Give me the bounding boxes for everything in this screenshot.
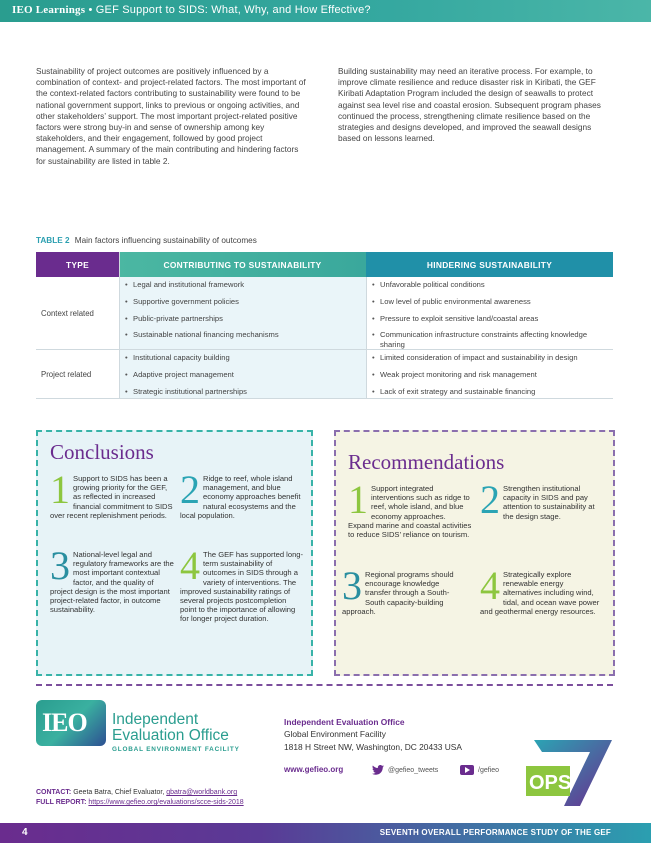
header-text — [12, 4, 371, 16]
conclusion-item — [180, 467, 304, 520]
item-number: 4 — [480, 563, 500, 608]
right-paragraph: Building sustainability may need an iterative process. For example, to improve climate resilience and reduce disaster risk in Kiribati, the GEF Kiribati Adaptation Program included the design of seawalls to protect against sea level rise and coastal erosion. Subsequent program phases continued the process, strengthening climate resilience based on the strategies and designs developed, and improved the seawall designs based on lessons learned. — [338, 66, 601, 144]
logo-text: IEO — [42, 708, 87, 737]
recommendation-item — [480, 563, 604, 616]
list-item: • Limited consideration of impact and sustainability in design — [366, 353, 613, 362]
list-item: • Strategic institutional partnerships — [119, 387, 366, 396]
org-subtitle: GLOBAL ENVIRONMENT FACILITY — [112, 746, 240, 753]
address-line: Global Environment Facility — [284, 729, 386, 740]
item-number: 2 — [180, 467, 200, 512]
contact-block — [36, 788, 244, 808]
header-bar — [0, 0, 651, 22]
youtube-link[interactable] — [460, 765, 499, 775]
item-text: Strategically explore renewable energy alternatives including wind, tidal, and ocean wave power and geothermal energy resources. — [480, 570, 600, 616]
table-header-hindering: HINDERING SUSTAINABILITY — [366, 252, 613, 277]
item-number: 4 — [180, 543, 200, 588]
org-name: Independent Evaluation Office — [112, 711, 229, 744]
header-title: GEF Support to SIDS: What, Why, and How Effective? — [95, 4, 371, 16]
twitter-handle: @gefieo_tweets — [388, 766, 439, 774]
factors-table — [36, 252, 613, 399]
recommendations-title: Recommendations — [348, 450, 505, 474]
report-url-link[interactable]: https://www.gefieo.org/evaluations/scce-sids-2018 — [88, 799, 244, 806]
footer-bar — [0, 823, 651, 843]
item-text: Ridge to reef, whole island management, and blue economy approaches benefit natural ecosystems and the local population. — [180, 474, 301, 520]
list-item: • Pressure to exploit sensitive land/coastal areas — [366, 314, 613, 323]
conclusion-item — [50, 467, 174, 520]
website-link[interactable]: www.gefieo.org — [284, 765, 344, 774]
address-title: Independent Evaluation Office — [284, 717, 405, 727]
contact-email-link[interactable]: gbatra@worldbank.org — [166, 789, 238, 796]
table-caption — [36, 236, 257, 245]
list-item: • Lack of exit strategy and sustainable financing — [366, 387, 613, 396]
report-line — [36, 798, 244, 808]
footer-title: SEVENTH OVERALL PERFORMANCE STUDY OF THE GEF — [379, 828, 611, 837]
list-item: • Low level of public environmental awareness — [366, 297, 613, 306]
recommendation-item — [348, 477, 472, 540]
list-item: • Public-private partnerships — [119, 314, 366, 323]
left-paragraph: Sustainability of project outcomes are positively influenced by a combination of context- and project-related factors. The most important of the context-related factors contributing to sustainability were found to be national government support, links to previous or ongoing activities, and other stakeholders’ support. The most important project-related positive factors were strong buy-in and sense of ownership among key stakeholders, and their engagement, followed by good project management. A summary of the main contributing and hindering factors for sustainability are listed in table 2. — [36, 66, 306, 166]
contact-line — [36, 788, 244, 798]
list-item: • Communication infrastructure constraints affecting knowledge sharing — [366, 330, 613, 349]
table-caption-label: TABLE 2 — [36, 236, 70, 245]
contributing-cell — [119, 350, 366, 398]
conclusions-title: Conclusions — [50, 440, 154, 464]
item-text: Strengthen institutional capacity in SIDS and pay attention to sustainability at the design stage. — [503, 484, 595, 521]
youtube-icon — [460, 765, 474, 775]
list-item: • Institutional capacity building — [119, 353, 366, 362]
address-line: 1818 H Street NW, Washington, DC 20433 USA — [284, 741, 462, 752]
item-text: Support integrated interventions such as ridge to reef, whole island, and blue economy approaches. Expand marine and coastal activities to reduce SIDS’ reliance on tourism. — [348, 484, 472, 540]
header-separator: • — [88, 4, 93, 16]
recommendations-box — [334, 430, 615, 676]
recommendation-item — [480, 477, 604, 522]
contributing-cell — [119, 277, 366, 350]
ops-number: 7 — [594, 790, 595, 791]
conclusions-box — [36, 430, 313, 676]
item-text: Support to SIDS has been a growing priority for the GEF, as reflected in increased financial commitment to SIDS over recent replenishment periods. — [50, 474, 173, 520]
twitter-link[interactable] — [372, 765, 438, 775]
list-item: • Weak project monitoring and risk management — [366, 370, 613, 379]
conclusion-item — [180, 543, 304, 624]
row-type: Context related — [41, 309, 94, 318]
item-text: National-level legal and regulatory frameworks are the most important contextual factor, and the quality of project design is the most important project-related factor, in outcome sustainability. — [50, 550, 174, 615]
row-type: Project related — [41, 369, 92, 379]
item-text: Regional programs should encourage knowledge transfer through a South-South capacity-building approach. — [342, 570, 454, 616]
list-item: • Sustainable national financing mechanisms — [119, 330, 366, 339]
table-row — [36, 277, 613, 350]
conclusion-item — [50, 543, 174, 615]
hindering-cell — [366, 350, 613, 398]
address-block — [284, 716, 462, 753]
item-number: 3 — [50, 543, 70, 588]
list-item: • Legal and institutional framework — [119, 280, 366, 289]
table-column-divider — [119, 252, 120, 399]
ieo-logo — [36, 700, 106, 746]
page-number: 4 — [22, 827, 28, 838]
item-number: 3 — [342, 563, 362, 608]
item-text: The GEF has supported long-term sustainability of outcomes in SIDS through a variety of interventions. The improved sustainability ratings of several projects postcompletion point to the importance of allowing for longer project duration. — [180, 550, 304, 624]
recommendation-item — [342, 563, 466, 616]
item-number: 1 — [50, 467, 70, 512]
list-item: • Adaptive project management — [119, 370, 366, 379]
table-caption-text: Main factors influencing sustainability of outcomes — [74, 236, 257, 245]
table-column-divider — [366, 277, 367, 399]
ops-text: OPS — [529, 772, 572, 794]
item-number: 1 — [348, 477, 368, 522]
twitter-icon — [372, 765, 384, 775]
item-number: 2 — [480, 477, 500, 522]
contact-label: CONTACT: — [36, 789, 72, 796]
report-label: FULL REPORT: — [36, 799, 87, 806]
table-row — [36, 350, 613, 399]
hindering-cell — [366, 277, 613, 350]
list-item: • Supportive government policies — [119, 297, 366, 306]
section-divider — [36, 684, 613, 686]
table-header-contributing: CONTRIBUTING TO SUSTAINABILITY — [119, 252, 366, 277]
header-series: IEO Learnings — [12, 4, 86, 16]
list-item: • Unfavorable political conditions — [366, 280, 613, 289]
youtube-handle: /gefieo — [478, 766, 500, 774]
table-header-type: TYPE — [36, 252, 119, 277]
contact-text: Geeta Batra, Chief Evaluator, — [73, 789, 165, 796]
ops7-logo — [524, 738, 614, 808]
